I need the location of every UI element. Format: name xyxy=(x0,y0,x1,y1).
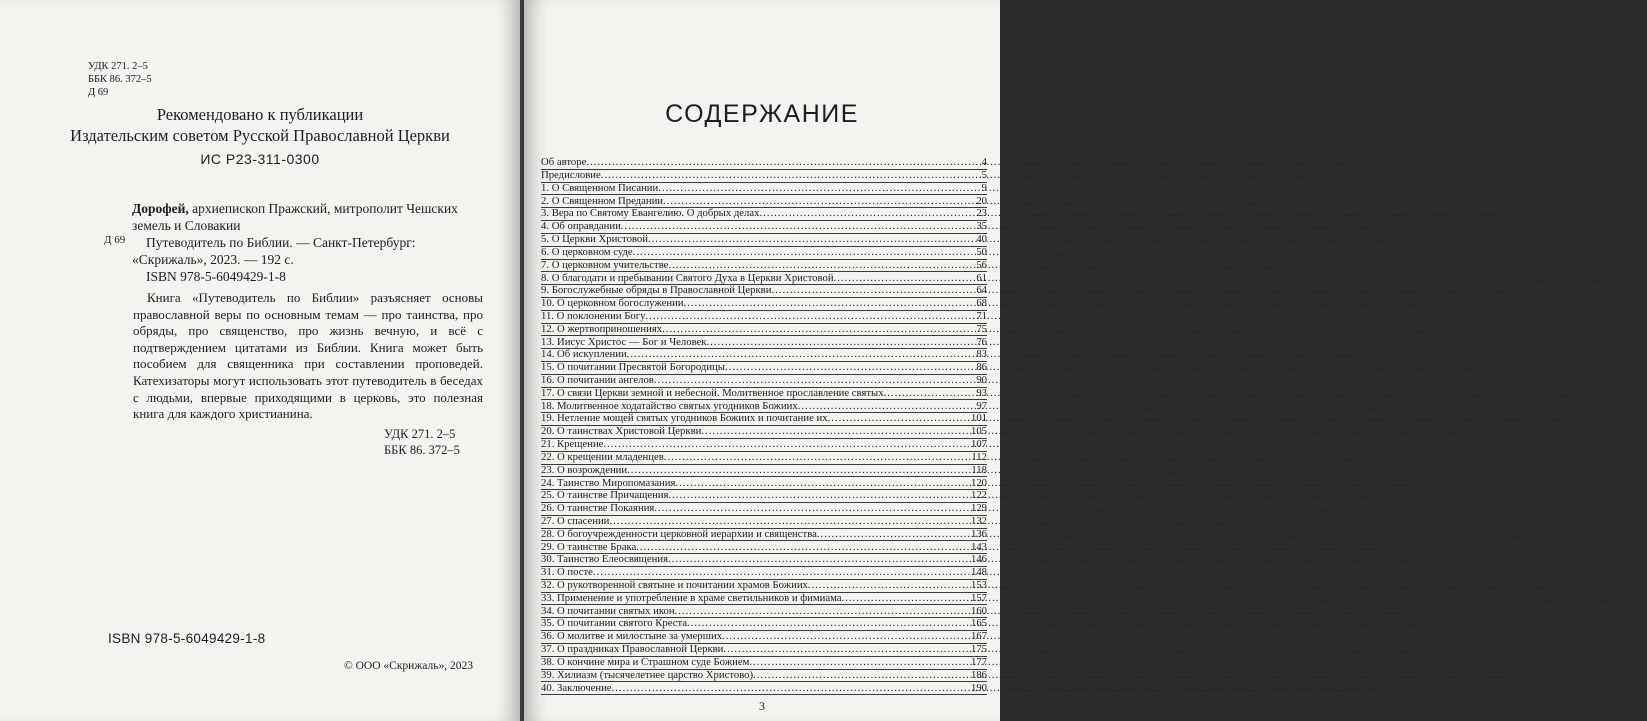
toc-entry xyxy=(541,362,987,375)
udk-header xyxy=(88,60,152,99)
toc-entry xyxy=(541,503,987,516)
toc-entry-title: 4. Об оправдании xyxy=(541,220,621,233)
toc-dot-leader xyxy=(662,323,975,336)
udk-footer-line: УДК 271. 2–5 xyxy=(384,427,456,441)
toc-dot-leader xyxy=(675,605,970,618)
toc-entry-title: 27. О спасении xyxy=(541,514,610,527)
toc-entry-title: Предисловие xyxy=(541,169,601,182)
toc-entry xyxy=(541,605,987,618)
toc-dot-leader xyxy=(658,182,980,195)
toc-dot-leader xyxy=(706,336,975,349)
toc-entry-title: 7. О церковном учительстве xyxy=(541,258,669,271)
toc-entry-title: 16. О почитании ангелов xyxy=(541,374,654,387)
toc-dot-leader xyxy=(723,643,970,656)
toc-entry-page: 75 xyxy=(976,322,987,335)
table-of-contents xyxy=(541,157,987,695)
toc-entry-title: 33. Применение и употребление в храме светильников и фимиама xyxy=(541,591,842,604)
toc-entry xyxy=(541,426,987,439)
toc-entry xyxy=(541,516,987,529)
recommendation-code: ИС Р23-311-0300 xyxy=(200,151,320,167)
toc-dot-leader xyxy=(654,502,970,515)
toc-entry-title: 21. Крещение xyxy=(541,438,604,451)
toc-entry-title: 28. О богоучрежденности церковной иерархии и священства xyxy=(541,527,817,540)
toc-entry xyxy=(541,644,987,657)
toc-dot-leader xyxy=(828,412,970,425)
toc-dot-leader xyxy=(627,464,970,477)
toc-dot-leader xyxy=(636,541,970,554)
toc-title: СОДЕРЖАНИЕ xyxy=(665,100,859,128)
toc-entry xyxy=(541,285,987,298)
toc-entry-title: 1. О Священном Писании xyxy=(541,181,659,194)
toc-entry-title: 24. Таинство Миропомазания xyxy=(541,476,676,489)
recommendation-block xyxy=(60,104,460,170)
toc-entry-page: 71 xyxy=(976,309,987,322)
toc-entry-page: 83 xyxy=(976,348,987,361)
toc-dot-leader xyxy=(817,528,970,541)
toc-dot-leader xyxy=(884,387,976,400)
toc-entry-page: 122 xyxy=(970,489,987,502)
toc-entry-title: 35. О почитании святого Креста xyxy=(541,617,688,630)
toc-entry xyxy=(541,400,987,413)
bbk-footer-line: ББК 86. 372–5 xyxy=(384,443,460,457)
toc-entry-page: 120 xyxy=(970,476,987,489)
toc-dot-leader xyxy=(675,477,970,490)
toc-dot-leader xyxy=(601,169,981,182)
toc-entry-title: 38. О кончине мира и Страшном суде Божием xyxy=(541,655,750,668)
toc-entry-title: 9. Богослужебные обряды в Православной Церкви xyxy=(541,284,772,297)
toc-entry-title: 26. О таинстве Покаяния xyxy=(541,502,655,515)
toc-entry-page: 50 xyxy=(976,245,987,258)
catalog-code: Д 69 xyxy=(104,234,126,246)
toc-entry-page: 165 xyxy=(970,617,987,630)
toc-entry xyxy=(541,465,987,478)
left-page xyxy=(0,0,520,721)
toc-entry-title: 32. О рукотворенной святыне и почитании храмов Божиих xyxy=(541,579,808,592)
toc-entry-page: 56 xyxy=(976,258,987,271)
toc-entry xyxy=(541,234,987,247)
toc-entry xyxy=(541,298,987,311)
toc-entry xyxy=(541,157,987,170)
toc-entry xyxy=(541,388,987,401)
toc-entry xyxy=(541,272,987,285)
toc-entry-page: 5 xyxy=(981,169,987,182)
toc-entry-page: 132 xyxy=(970,514,987,527)
toc-dot-leader xyxy=(808,579,970,592)
toc-entry xyxy=(541,593,987,606)
toc-entry-title: 23. О возрождении xyxy=(541,463,628,476)
toc-entry-page: 167 xyxy=(970,630,987,643)
author-name: Дорофей, xyxy=(132,201,189,216)
toc-dot-leader xyxy=(621,220,976,233)
book-title-line: Путеводитель по Библии. — Санкт-Петербург: «Скрижаль», 2023. — 192 с. xyxy=(132,235,416,267)
toc-entry-page: 90 xyxy=(976,374,987,387)
toc-entry xyxy=(541,311,987,324)
bbk-header-line: ББК 86. 372–5 xyxy=(88,74,152,85)
toc-entry-title: 34. О почитании святых икон xyxy=(541,604,675,617)
toc-entry-page: 61 xyxy=(976,271,987,284)
toc-entry-page: 20 xyxy=(976,194,987,207)
toc-entry-title: 2. О Священном Предании xyxy=(541,194,664,207)
toc-entry xyxy=(541,260,987,273)
toc-dot-leader xyxy=(798,400,976,413)
toc-entry xyxy=(541,631,987,644)
toc-entry-page: 112 xyxy=(971,450,987,463)
toc-entry-title: 30. Таинство Елеосвящения xyxy=(541,553,668,566)
toc-dot-leader xyxy=(648,233,975,246)
copyright: © ООО «Скрижаль», 2023 xyxy=(344,660,473,672)
toc-dot-leader xyxy=(627,348,976,361)
toc-entry-title: 37. О праздниках Православной Церкви xyxy=(541,643,724,656)
author-title: архиепископ Пражский, митрополит Чешских земель и Словакии xyxy=(132,201,458,233)
toc-entry xyxy=(541,580,987,593)
toc-entry-page: 4 xyxy=(981,156,987,169)
toc-entry xyxy=(541,567,987,580)
toc-dot-leader xyxy=(603,438,970,451)
toc-entry-page: 190 xyxy=(970,681,987,694)
toc-entry xyxy=(541,221,987,234)
toc-entry xyxy=(541,183,987,196)
toc-entry-page: 23 xyxy=(976,207,987,220)
toc-entry-page: 76 xyxy=(976,335,987,348)
toc-entry-page: 93 xyxy=(976,386,987,399)
toc-entry-page: 153 xyxy=(970,579,987,592)
recommendation-line-2: Издательским советом Русской Православной Церкви xyxy=(70,126,450,145)
toc-entry-title: 15. О почитании Пресвятой Богородицы xyxy=(541,361,725,374)
toc-entry-title: Об авторе xyxy=(541,156,587,169)
udk-footer xyxy=(384,426,460,458)
toc-entry xyxy=(541,349,987,362)
toc-entry-page: 107 xyxy=(970,438,987,451)
toc-entry xyxy=(541,657,987,670)
toc-entry xyxy=(541,439,987,452)
toc-entry xyxy=(541,324,987,337)
toc-dot-leader xyxy=(668,259,975,272)
toc-entry-page: 129 xyxy=(970,502,987,515)
toc-entry-page: 160 xyxy=(970,604,987,617)
toc-entry-page: 186 xyxy=(970,668,987,681)
toc-entry-page: 105 xyxy=(970,425,987,438)
toc-entry xyxy=(541,541,987,554)
toc-entry-title: 36. О молитве и милостыне за умерших xyxy=(541,630,723,643)
toc-entry-page: 175 xyxy=(970,643,987,656)
toc-entry-page: 136 xyxy=(970,527,987,540)
toc-entry xyxy=(541,336,987,349)
toc-entry-title: 39. Хилиазм (тысячелетнее царство Христово) xyxy=(541,668,754,681)
right-page xyxy=(524,0,1000,721)
toc-entry-title: 25. О таинстве Причащения xyxy=(541,489,669,502)
recommendation-line-1: Рекомендовано к публикации xyxy=(156,105,364,124)
catalog-code-header: Д 69 xyxy=(88,87,109,98)
toc-entry-title: 20. О таинствах Христовой Церкви xyxy=(541,425,702,438)
toc-entry-page: 64 xyxy=(976,284,987,297)
toc-entry-title: 18. Молитвенное ходатайство святых угодников Божиих xyxy=(541,399,798,412)
annotation-text: Книга «Путеводитель по Библии» разъясняет основы православной веры по основным темам — про таинства, про обряды, про священство, про жизнь вечную, и всё с подтверждением цитатами из Библии. Книга может быть пособием для священника при составлении проповедей. Катехизаторы могут использовать этот путеводитель в беседах с людьми, впервые приходящими в церковь, это полезная книга для каждого христианина. xyxy=(133,290,483,422)
toc-dot-leader xyxy=(645,310,975,323)
toc-entry-title: 12. О жертвоприношениях xyxy=(541,322,663,335)
toc-dot-leader xyxy=(668,553,970,566)
toc-entry xyxy=(541,208,987,221)
toc-dot-leader xyxy=(842,592,970,605)
toc-entry xyxy=(541,682,987,695)
toc-dot-leader xyxy=(834,272,976,285)
toc-dot-leader xyxy=(722,630,970,643)
toc-entry-page: 97 xyxy=(976,399,987,412)
toc-dot-leader xyxy=(701,425,970,438)
toc-dot-leader xyxy=(725,361,975,374)
page-number: 3 xyxy=(759,699,765,713)
toc-dot-leader xyxy=(664,451,971,464)
toc-entry xyxy=(541,670,987,683)
toc-entry-title: 19. Нетление мощей святых угодников Божиих и почитание их xyxy=(541,412,828,425)
toc-entry-page: 148 xyxy=(970,566,987,579)
toc-entry xyxy=(541,477,987,490)
toc-entry xyxy=(541,618,987,631)
toc-entry-page: 146 xyxy=(970,553,987,566)
toc-entry-title: 40. Заключение xyxy=(541,681,612,694)
toc-dot-leader xyxy=(663,195,975,208)
toc-dot-leader xyxy=(586,156,980,169)
author-line xyxy=(132,200,487,234)
toc-entry-title: 31. О посте xyxy=(541,566,593,579)
toc-entry-page: 118 xyxy=(971,463,987,476)
toc-dot-leader xyxy=(759,207,975,220)
toc-entry-title: 5. О Церкви Христовой xyxy=(541,233,648,246)
toc-entry xyxy=(541,375,987,388)
toc-dot-leader xyxy=(633,246,976,259)
toc-dot-leader xyxy=(749,656,970,669)
toc-entry-page: 35 xyxy=(976,220,987,233)
toc-entry-page: 143 xyxy=(970,540,987,553)
toc-dot-leader xyxy=(684,297,976,310)
isbn-line: ISBN 978-5-6049429-1-8 xyxy=(146,269,286,284)
toc-dot-leader xyxy=(609,515,970,528)
toc-entry-page: 157 xyxy=(970,591,987,604)
isbn-footer: ISBN 978-5-6049429-1-8 xyxy=(108,631,266,646)
toc-entry-page: 9 xyxy=(981,181,987,194)
toc-entry xyxy=(541,452,987,465)
toc-dot-leader xyxy=(593,566,970,579)
toc-dot-leader xyxy=(654,374,975,387)
toc-entry-title: 10. О церковном богослужении xyxy=(541,297,684,310)
toc-entry-title: 22. О крещении младенцев xyxy=(541,450,664,463)
toc-entry-page: 177 xyxy=(970,655,987,668)
toc-dot-leader xyxy=(668,489,970,502)
toc-dot-leader xyxy=(753,669,970,682)
toc-entry-title: 3. Вера по Святому Евангелию. О добрых делах xyxy=(541,207,760,220)
toc-entry xyxy=(541,554,987,567)
toc-entry xyxy=(541,490,987,503)
udk-header-line: УДК 271. 2–5 xyxy=(88,61,148,72)
toc-entry xyxy=(541,413,987,426)
toc-dot-leader xyxy=(612,682,970,695)
toc-entry xyxy=(541,247,987,260)
toc-entry-title: 6. О церковном суде xyxy=(541,245,633,258)
toc-entry-title: 13. Иисус Христос — Бог и Человек xyxy=(541,335,707,348)
toc-entry-title: 8. О благодати и пребывании Святого Духа в Церкви Христовой xyxy=(541,271,834,284)
bibliographic-record xyxy=(132,200,487,285)
toc-entry xyxy=(541,195,987,208)
toc-entry-title: 17. О связи Церкви земной и небесной. Молитвенное прославление святых xyxy=(541,386,884,399)
toc-dot-leader xyxy=(687,617,970,630)
toc-dot-leader xyxy=(771,284,975,297)
toc-entry-page: 86 xyxy=(976,361,987,374)
toc-entry-title: 14. Об искуплении xyxy=(541,348,627,361)
toc-entry-page: 68 xyxy=(976,297,987,310)
toc-entry xyxy=(541,170,987,183)
toc-entry-title: 11. О поклонении Богу xyxy=(541,309,646,322)
toc-entry-title: 29. О таинстве Брака xyxy=(541,540,637,553)
toc-entry-page: 40 xyxy=(976,233,987,246)
toc-entry-page: 101 xyxy=(970,412,987,425)
toc-entry xyxy=(541,529,987,542)
